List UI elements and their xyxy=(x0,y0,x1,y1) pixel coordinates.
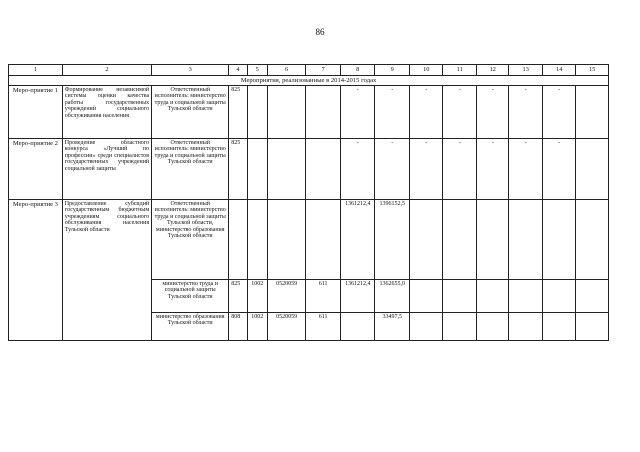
grbs-code: 825 xyxy=(229,139,247,200)
value-cell xyxy=(340,313,375,341)
csr-code xyxy=(267,139,306,200)
value-cell: - xyxy=(375,86,410,139)
value-cell: - xyxy=(443,86,477,139)
value-cell xyxy=(409,313,443,341)
program-table xyxy=(8,64,609,341)
value-cell: - xyxy=(409,139,443,200)
vr-code xyxy=(306,200,341,280)
csr-code xyxy=(267,200,306,280)
csr-code: 0520059 xyxy=(267,280,306,313)
value-cell xyxy=(576,280,609,313)
measure-label: Меро-приятие 3 xyxy=(9,200,63,341)
value-cell xyxy=(476,280,508,313)
col-num: 12 xyxy=(476,65,508,76)
value-cell xyxy=(443,280,477,313)
value-cell xyxy=(443,200,477,280)
table-row xyxy=(9,139,609,200)
executor: Ответственный исполнитель: министерство труда и социальной защиты Тульской области xyxy=(152,86,229,139)
col-num: 9 xyxy=(375,65,410,76)
executor: министерство труда и социальной защиты Тульской области xyxy=(152,280,229,313)
measure-name: Предоставление субсидий государственным бюджетным учреждениям социального обслуживания населения Тульской области xyxy=(62,200,151,341)
col-num: 3 xyxy=(152,65,229,76)
value-cell: 1396152,5 xyxy=(375,200,410,280)
value-cell xyxy=(542,313,576,341)
col-num: 6 xyxy=(267,65,306,76)
grbs-code: 825 xyxy=(229,280,247,313)
value-cell: - xyxy=(542,86,576,139)
value-cell: - xyxy=(509,139,543,200)
value-cell: - xyxy=(409,86,443,139)
value-cell xyxy=(476,313,508,341)
value-cell xyxy=(476,200,508,280)
vr-code xyxy=(306,139,341,200)
grbs-code xyxy=(229,200,247,280)
col-num: 15 xyxy=(576,65,609,76)
rzpr-code: 1002 xyxy=(247,313,267,341)
section-row xyxy=(9,76,609,86)
executor: Ответственный исполнитель: министерство труда и социальной защиты Тульской области xyxy=(152,139,229,200)
col-num: 10 xyxy=(409,65,443,76)
page-number: 86 xyxy=(315,27,325,37)
value-cell: 1361212,4 xyxy=(340,200,375,280)
executor: Ответственный исполнитель: министерство труда и социальной защиты Тульской области, министерство образования Тульской области xyxy=(152,200,229,280)
col-num: 13 xyxy=(509,65,543,76)
value-cell xyxy=(576,86,609,139)
csr-code: 0520059 xyxy=(267,313,306,341)
table-row xyxy=(9,200,609,280)
col-num: 8 xyxy=(340,65,375,76)
rzpr-code xyxy=(247,86,267,139)
measure-label: Меро-приятие 1 xyxy=(9,86,63,139)
measure-name: Проведение областного конкурса «Лучший по профессии» среди специалистов государственных учреждений социальной защиты xyxy=(62,139,151,200)
executor: министерство образования Тульской области xyxy=(152,313,229,341)
column-number-row xyxy=(9,65,609,76)
table-row xyxy=(9,86,609,139)
col-num: 7 xyxy=(306,65,341,76)
col-num: 14 xyxy=(542,65,576,76)
value-cell xyxy=(509,313,543,341)
value-cell xyxy=(542,200,576,280)
rzpr-code: 1002 xyxy=(247,280,267,313)
value-cell xyxy=(443,313,477,341)
value-cell xyxy=(576,313,609,341)
value-cell: - xyxy=(375,139,410,200)
col-num: 1 xyxy=(9,65,63,76)
value-cell: - xyxy=(340,86,375,139)
value-cell: - xyxy=(476,86,508,139)
value-cell: 1362655,0 xyxy=(375,280,410,313)
measure-label: Меро-приятие 2 xyxy=(9,139,63,200)
col-num: 4 xyxy=(229,65,247,76)
value-cell: 33497,5 xyxy=(375,313,410,341)
grbs-code: 808 xyxy=(229,313,247,341)
rzpr-code xyxy=(247,139,267,200)
csr-code xyxy=(267,86,306,139)
value-cell xyxy=(509,280,543,313)
value-cell xyxy=(409,280,443,313)
vr-code: 611 xyxy=(306,313,341,341)
value-cell xyxy=(542,280,576,313)
value-cell: - xyxy=(476,139,508,200)
col-num: 5 xyxy=(247,65,267,76)
section-title: Мероприятия, реализованные в 2014-2015 годах xyxy=(9,76,609,86)
value-cell: - xyxy=(443,139,477,200)
grbs-code: 825 xyxy=(229,86,247,139)
value-cell xyxy=(576,200,609,280)
vr-code: 611 xyxy=(306,280,341,313)
vr-code xyxy=(306,86,341,139)
value-cell: 1361212,4 xyxy=(340,280,375,313)
rzpr-code xyxy=(247,200,267,280)
value-cell: - xyxy=(340,139,375,200)
value-cell: - xyxy=(542,139,576,200)
col-num: 2 xyxy=(62,65,151,76)
value-cell xyxy=(409,200,443,280)
value-cell xyxy=(509,200,543,280)
value-cell: - xyxy=(509,86,543,139)
value-cell xyxy=(576,139,609,200)
measure-name: Формирование независимой системы оценки качества работы государственных учреждений социального обслуживания населения xyxy=(62,86,151,139)
col-num: 11 xyxy=(443,65,477,76)
